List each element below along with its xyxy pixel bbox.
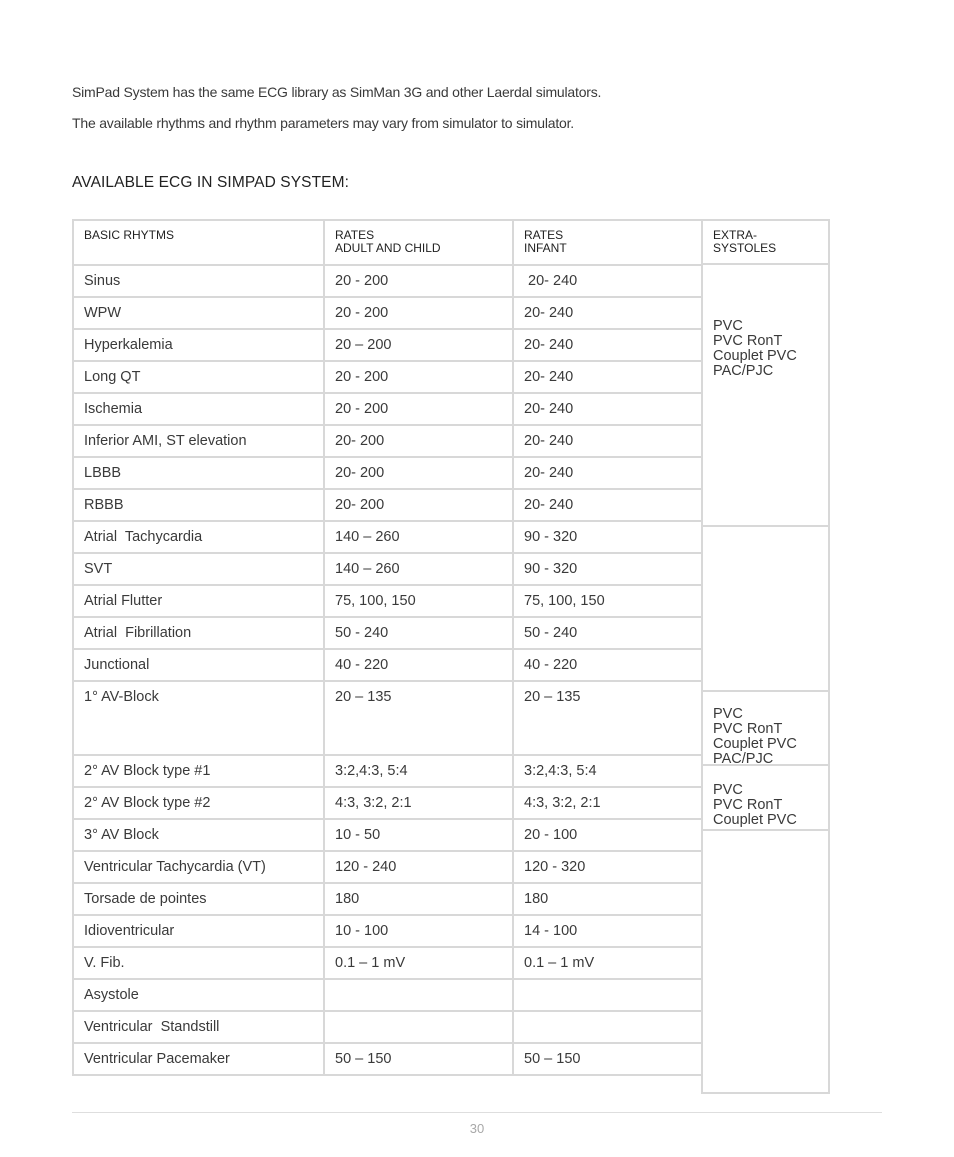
- table-row: [74, 948, 703, 980]
- intro-line-1: SimPad System has the same ECG library as SimMan 3G and other Laerdal simulators.: [72, 84, 602, 100]
- adult-rate-cell: 3:2,4:3, 5:4: [325, 756, 514, 788]
- infant-rate-cell: 20- 240: [514, 266, 703, 298]
- adult-rate-cell: 20 - 200: [325, 362, 514, 394]
- table-row: [74, 1012, 703, 1044]
- table-row: [74, 682, 703, 756]
- header-rates-infant: RATES INFANT: [514, 221, 703, 266]
- adult-rate-cell: 75, 100, 150: [325, 586, 514, 618]
- infant-rate-cell: 90 - 320: [514, 554, 703, 586]
- extrasystole-item: PAC/PJC: [713, 751, 774, 767]
- table-row: [74, 980, 703, 1012]
- extrasystoles-group-empty: [701, 525, 830, 692]
- header-basic-rhythms: BASIC RHYTMS: [74, 221, 325, 266]
- infant-rate-cell: 20- 240: [514, 490, 703, 522]
- header-rates-adult: RATES ADULT AND CHILD: [325, 221, 514, 266]
- table-row: [74, 394, 703, 426]
- table-row: [74, 522, 703, 554]
- table-row: [74, 554, 703, 586]
- table-header-row: [74, 221, 703, 266]
- rhythm-cell: Sinus: [74, 266, 325, 298]
- rhythm-cell: 1° AV-Block: [74, 682, 325, 756]
- table-row: [74, 266, 703, 298]
- extrasystole-item: PVC: [713, 318, 743, 334]
- infant-rate-cell: 20- 240: [514, 426, 703, 458]
- infant-rate-cell: 40 - 220: [514, 650, 703, 682]
- adult-rate-cell: [325, 1012, 514, 1044]
- adult-rate-cell: 0.1 – 1 mV: [325, 948, 514, 980]
- infant-rate-cell: 20- 240: [514, 362, 703, 394]
- rhythm-cell: Atrial Flutter: [74, 586, 325, 618]
- extrasystoles-group-empty: [701, 829, 830, 1094]
- rhythm-cell: Ventricular Pacemaker: [74, 1044, 325, 1076]
- table-row: [74, 490, 703, 522]
- adult-rate-cell: 20 - 200: [325, 394, 514, 426]
- extrasystole-item: PVC: [713, 782, 743, 798]
- adult-rate-cell: 20- 200: [325, 458, 514, 490]
- rhythm-cell: Ischemia: [74, 394, 325, 426]
- extrasystole-item: PAC/PJC: [713, 363, 774, 379]
- rhythm-cell: Ventricular Standstill: [74, 1012, 325, 1044]
- table-row: [74, 788, 703, 820]
- rhythm-cell: Atrial Tachycardia: [74, 522, 325, 554]
- table-row: [74, 820, 703, 852]
- adult-rate-cell: 50 - 240: [325, 618, 514, 650]
- infant-rate-cell: 75, 100, 150: [514, 586, 703, 618]
- extrasystole-item: PVC RonT: [713, 721, 783, 737]
- extrasystole-item: Couplet PVC: [713, 348, 797, 364]
- table-row: [74, 650, 703, 682]
- table-row: [74, 884, 703, 916]
- adult-rate-cell: 140 – 260: [325, 554, 514, 586]
- extrasystole-item: Couplet PVC: [713, 736, 797, 752]
- rhythm-cell: Junctional: [74, 650, 325, 682]
- page-number: 30: [469, 1121, 485, 1136]
- adult-rate-cell: 40 - 220: [325, 650, 514, 682]
- rhythm-cell: Long QT: [74, 362, 325, 394]
- extrasystoles-group: [701, 263, 830, 527]
- rhythm-cell: Atrial Fibrillation: [74, 618, 325, 650]
- footer-divider: [72, 1112, 882, 1113]
- adult-rate-cell: 120 - 240: [325, 852, 514, 884]
- infant-rate-cell: 20- 240: [514, 298, 703, 330]
- rhythm-cell: LBBB: [74, 458, 325, 490]
- infant-rate-cell: 20- 240: [514, 330, 703, 362]
- table-row: [74, 852, 703, 884]
- ecg-table: [72, 219, 703, 1076]
- extrasystole-item: Couplet PVC: [713, 812, 797, 828]
- infant-rate-cell: 20- 240: [514, 458, 703, 490]
- rhythm-cell: WPW: [74, 298, 325, 330]
- infant-rate-cell: 50 – 150: [514, 1044, 703, 1076]
- table-row: [74, 756, 703, 788]
- infant-rate-cell: 120 - 320: [514, 852, 703, 884]
- table-row: [74, 426, 703, 458]
- adult-rate-cell: 50 – 150: [325, 1044, 514, 1076]
- rhythm-cell: Torsade de pointes: [74, 884, 325, 916]
- adult-rate-cell: 20 – 200: [325, 330, 514, 362]
- infant-rate-cell: 4:3, 3:2, 2:1: [514, 788, 703, 820]
- rhythm-cell: 2° AV Block type #2: [74, 788, 325, 820]
- rhythm-cell: RBBB: [74, 490, 325, 522]
- table-row: [74, 586, 703, 618]
- extrasystoles-group: [701, 690, 830, 766]
- rhythm-cell: V. Fib.: [74, 948, 325, 980]
- table-row: [74, 458, 703, 490]
- rhythm-cell: Inferior AMI, ST elevation: [74, 426, 325, 458]
- rhythm-cell: Asystole: [74, 980, 325, 1012]
- rhythm-cell: SVT: [74, 554, 325, 586]
- adult-rate-cell: 20 - 200: [325, 298, 514, 330]
- adult-rate-cell: 4:3, 3:2, 2:1: [325, 788, 514, 820]
- intro-line-2: The available rhythms and rhythm parameters may vary from simulator to simulator.: [72, 115, 574, 131]
- table-row: [74, 1044, 703, 1076]
- header-extrasystoles: EXTRA- SYSTOLES: [701, 219, 830, 265]
- rhythm-cell: Hyperkalemia: [74, 330, 325, 362]
- table-row: [74, 330, 703, 362]
- table-row: [74, 916, 703, 948]
- extrasystole-item: PVC: [713, 706, 743, 722]
- rhythm-cell: Ventricular Tachycardia (VT): [74, 852, 325, 884]
- section-heading: AVAILABLE ECG IN SIMPAD SYSTEM:: [72, 174, 350, 191]
- infant-rate-cell: 3:2,4:3, 5:4: [514, 756, 703, 788]
- adult-rate-cell: 20 - 200: [325, 266, 514, 298]
- extrasystoles-group: [701, 764, 830, 831]
- adult-rate-cell: 140 – 260: [325, 522, 514, 554]
- infant-rate-cell: 20 - 100: [514, 820, 703, 852]
- adult-rate-cell: 10 - 50: [325, 820, 514, 852]
- table-row: [74, 362, 703, 394]
- adult-rate-cell: 10 - 100: [325, 916, 514, 948]
- infant-rate-cell: 20- 240: [514, 394, 703, 426]
- adult-rate-cell: 180: [325, 884, 514, 916]
- rhythm-cell: 2° AV Block type #1: [74, 756, 325, 788]
- table-row: [74, 618, 703, 650]
- infant-rate-cell: 20 – 135: [514, 682, 703, 756]
- table-row: [74, 298, 703, 330]
- infant-rate-cell: 0.1 – 1 mV: [514, 948, 703, 980]
- infant-rate-cell: 90 - 320: [514, 522, 703, 554]
- extrasystole-item: PVC RonT: [713, 797, 783, 813]
- infant-rate-cell: 50 - 240: [514, 618, 703, 650]
- infant-rate-cell: [514, 1012, 703, 1044]
- adult-rate-cell: 20- 200: [325, 490, 514, 522]
- rhythm-cell: 3° AV Block: [74, 820, 325, 852]
- extrasystole-item: PVC RonT: [713, 333, 783, 349]
- infant-rate-cell: [514, 980, 703, 1012]
- rhythm-cell: Idioventricular: [74, 916, 325, 948]
- infant-rate-cell: 14 - 100: [514, 916, 703, 948]
- infant-rate-cell: 180: [514, 884, 703, 916]
- adult-rate-cell: 20- 200: [325, 426, 514, 458]
- adult-rate-cell: [325, 980, 514, 1012]
- adult-rate-cell: 20 – 135: [325, 682, 514, 756]
